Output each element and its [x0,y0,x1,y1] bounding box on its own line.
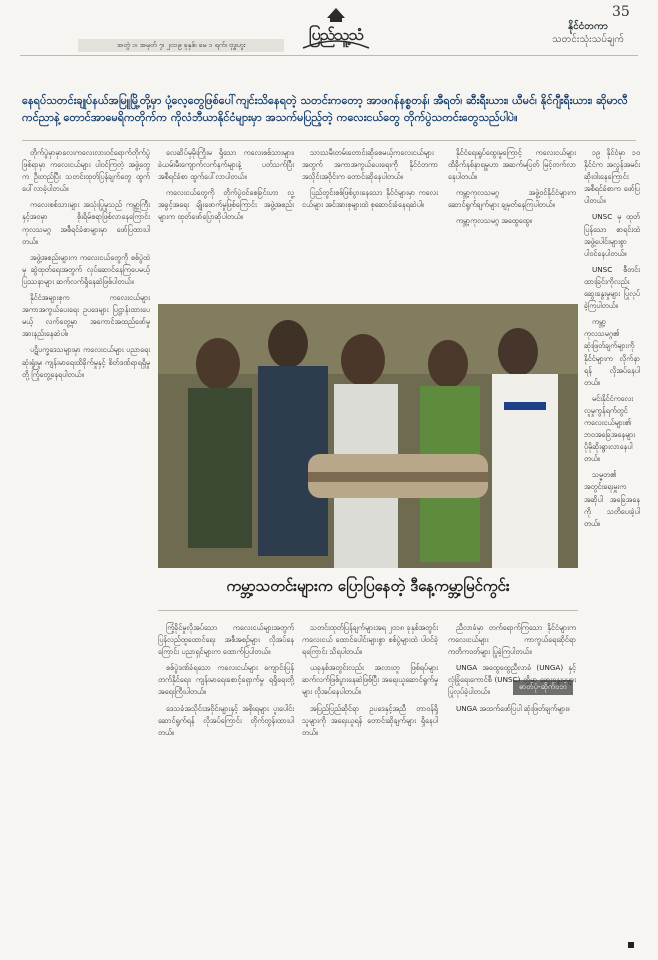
paragraph: တိုက်ပွဲမှာမှာလေးကလေးလားဝင်ရောက်တိုက်ပွဲဖြစ်ရာမှာ ကလေးငယ်များ ပါဝင်ကြတဲ့ အဖွဲ့တွေက ဦးတည်ပြီး သတင်းထုတ်ပြန်ချက်တွေ ထွက်ပေါ်လာခဲ့ပါတယ်။ [22,148,150,194]
paragraph: ကမ္ဘာ့ကုလသမဂ္ဂ အဖွဲ့ဝင်နိုင်ငံများက ဆောင်ရွက်ချက်များ ချမှတ်နေကြပါတယ်။ [448,188,576,210]
newspaper-logo [297,4,375,52]
text-column-1 [22,147,150,955]
page-number: 35 [612,4,630,20]
article-end-mark [628,942,634,948]
paragraph: ကမ္ဘာ့ကုလသမဂ္ဂ အထွေထွေ။ [456,216,532,226]
issue-line: အတွဲ ၁၊ အမှတ် ၇၊ ၂၀၁၉ ခုနှစ်၊ မေ ၁ ရက်၊ ဗုဒ္ဓဟူး [78,39,284,52]
paragraph: နိုင်ငံရေးရှုပ်ထွေးမှုကြောင့် ကလေးငယ်များ ထိခိုက်နစ်နာရမှုဟာ အဆက်မပြတ် မြင့်တက်လာနေပါတယ်။ [448,148,576,182]
paragraph: ကလေးငယ်တွေကို တိုက်ပွဲဝင်စေခြင်းဟာ လူ့အခွင့်အရေး ချိုးဖောက်မှုဖြစ်ကြောင်း အဖွဲ့အစည်းများက ထုတ်ဖော်ပြောဆိုပါတယ်။ [158,188,294,222]
paragraph: မင်းနိုင်ငံကလေးလူမှုကွန်ရက်တွင် ကလေးငယ်များ၏ ဘဝအခြေအနေများ ပိုမိုဆိုးရွားလာနေပါတယ်။ [584,393,636,464]
paragraph: ညီလာခံမှာ တက်ရောက်ကြသော နိုင်ငံများက ကလေးငယ်များ ကာကွယ်ရေးဆိုင်ရာ ကတိကဝတ်များ ပြုခဲ့ကြပါတယ်။ [448,623,576,657]
headline-divider [158,610,578,611]
text-column-4-lower [448,622,576,955]
paragraph: ကလေးစစ်သားများ အသုံးပြုမှုသည် ကမ္ဘာ့ကြီးနှင့်အဝမှာ စိုးရိမ်စရာဖြစ်လာနေကြောင်း ကုလသမဂ္ဂ အစီရင်ခံစာများမှာ ဖော်ပြထားပါတယ်။ [22,200,150,246]
masthead-divider [20,55,638,56]
text-column-2-lower [158,622,294,955]
paragraph: လေဆိပ်မှမိုးကြိုးမ ရှိသော ကလေးစစ်သားများ၊ ခဲယမ်းမီးကျောက်လက်နက်များနဲ့ ပတ်သက်ပြီး အစီရင်ခံစာ ထွက်ပေါ်လာပါတယ်။ [158,148,294,182]
paragraph: ၁၉ နိုင်ငံမှာ ၁၀ နိုင်ငံက အလွန်အမင်း ဆိုးဝါးနေကြောင်း အစီရင်ခံစာက ဖော်ပြပါတယ်။ [584,148,640,206]
paragraph: နိုင်ငံအများစုက ကလေးငယ်များ အကာအကွယ်ပေးရေး ဥပဒေများ ပြဋ္ဌာန်းထားပေမယ့် လက်တွေ့မှာ အကောင်အထည်ဖော်မှု အားနည်းနေဆဲပါ။ [22,293,150,339]
paragraph: အပြည်ပြည်ဆိုင်ရာ ဥပဒေနှင့်အညီ တာဝန်ရှိသူများကို အရေးယူရန် တောင်းဆိုချက်များ ရှိနေပါတယ်။ [302,703,438,737]
paragraph: UNSC စီတင်းထားခြင်းကိုလည်း ဆွေးနွေးမှုများ ပြုလုပ်ခဲ့ကြပါတယ်။ [584,264,640,311]
rescue-scene-image [158,304,578,568]
paragraph: သားသမီးတမ်းတောင်းဆိုစေမယ့်ကလေးငယ်များ အတွက် အကာအကွယ်ပေးရေးကို နိုင်ငံတကာ အသိုင်းအဝိုင်းက တောင်းဆိုနေပါတယ်။ [302,148,438,182]
paragraph: ယခုနှစ်အတွင်းလည်း အလားတူ ဖြစ်ရပ်များ ဆက်လက်ဖြစ်ပွားနေဆဲဖြစ်ပြီး အရေးယူဆောင်ရွက်မှုများ လိုအပ်နေပါတယ်။ [302,663,438,697]
paragraph: ဒေသခံအသိုင်းအဝိုင်းများနှင့် အစိုးရများ ပူးပေါင်းဆောင်ရွက်ရန် လိုအပ်ကြောင်း တိုက်တွန်းထားပါတယ်။ [158,703,294,737]
text-column-3 [302,147,438,299]
lead-paragraph: နေရပ်သတင်းချုပ်နယ်အမြူမြို့တို့မှာ ပုံ့လေ့တွေဖြစ်ပေါ်ကျင်းသိနေရတဲ့ သတင်းကတော့ အာဖဂန်နစ္စတန်၊ အီရတ်၊ ဆီးရီးယား၊ ယီမင်၊ နိုင်ဂျီးရီးယား၊ ဆိုမာလီ ကင်ညာနဲ့ တောင်အာမေရိကတိုက်က ကိုလံဘီယာနိုင်ငံများမှာ အသက်မပြည့်တဲ့ ကလေးငယ်တွေ တိုက်ပွဲသတင်းတွေသည်ပါပဲ။ [22,94,628,124]
masthead [0,0,658,62]
section-title-sub: သတင်းသုံးသပ်ချက် [551,34,625,45]
photo-credit: ဓာတ်ပုံ-ဆိုက်ဝဘ် [513,680,573,695]
paragraph: အဖွဲ့အစည်းများက ကလေးငယ်တွေကို စစ်ပွဲထဲမှ ဆွဲထုတ်ရေးအတွက် လုပ်ဆောင်နေကြပေမယ့် ပြဿနာများ ဆက်လက်ရှိနေဆဲဖြစ်ပါတယ်။ [22,252,150,286]
text-column-4 [448,147,576,299]
paragraph: ပြည်တွင်းစစ်ဖြစ်ပွားနေသော နိုင်ငံများမှာ ကလေးငယ်များ အင်အားစုများထဲ စုဆောင်းခံနေရဆဲပါ။ [302,188,438,210]
paragraph: UNSC မှ ထုတ်ပြန်သော စာရင်းထဲ အဖွဲ့ပေါင်းများစွာ ပါဝင်နေပါတယ်။ [584,212,640,258]
paragraph: ပဋိပက္ခဒေသများမှာ ကလေးငယ်များ ပညာရေးဆုံးရှုံးမှု၊ ကျန်းမာရေးထိခိုက်မှုနှင့် စိတ်ဒဏ်ရာရရှိမှုတို့ ကြုံတွေ့နေရပါတယ်။ [22,345,150,379]
logo-text: ပြည်သူ့သံ [308,25,364,44]
paragraph: ကြံ့ခိုင်မှုလိုအပ်သော ကလေးငယ်များအတွက် ပြန်လည်ထူထောင်ရေး အစီအစဉ်များ လိုအပ်နေကြောင်း ပညာရှင်များက ထောက်ပြပါတယ်။ [158,623,294,657]
paragraph: စစ်ပွဲဒဏ်ခံရသော ကလေးငယ်များ ကျောင်းပြန်တက်နိုင်ရေး၊ ကျန်းမာရေးစောင့်ရှောက်မှု ရရှိရေးတို့ အရေးကြီးပါတယ်။ [158,663,294,697]
lead-divider [22,140,636,141]
section-title [532,20,644,46]
paragraph: UNGA အထွေထွေညီလာခံ (UNGA) နှင့် လုံခြုံရေးကောင်စီ (UNSC) တို့မှာ ဆွေးနွေးမှုများ ပြုလုပ်ခဲ့ပါတယ်။ [448,663,576,697]
text-column-2 [158,147,294,299]
text-column-5 [584,147,640,955]
paragraph: သမ္မတ၏ အတွင်းရေးမှူးက အဆိုပါ အခြေအနေကို သတိပေးခဲ့ပါတယ်။ [584,470,640,528]
paragraph: UNGA အထက်ဖော်ပြပါ ဆုံးဖြတ်ချက်များ။ [456,703,570,713]
paragraph: သတင်းထုတ်ပြန်ချက်များအရ ၂၀၁၈ ခုနှစ်အတွင်း ကလေးငယ် ထောင်ပေါင်းများစွာ စစ်ပွဲများထဲ ပါဝင်ခဲ့ရကြောင်း သိရပါတယ်။ [302,623,438,657]
article-headline: ကမ္ဘာ့သတင်းများက ပြောပြနေတဲ့ ဒီနေ့ကမ္ဘာ့မြင်ကွင်း [226,577,510,595]
section-title-main: နိုင်ငံတကာ [568,21,608,32]
paragraph: ကမ္ဘာ့ကုလသမဂ္ဂ၏ ဆုံးဖြတ်ချက်များကို နိုင်ငံများက လိုက်နာရန် လိုအပ်နေပါတယ်။ [584,317,640,387]
text-column-3-lower [302,622,438,955]
